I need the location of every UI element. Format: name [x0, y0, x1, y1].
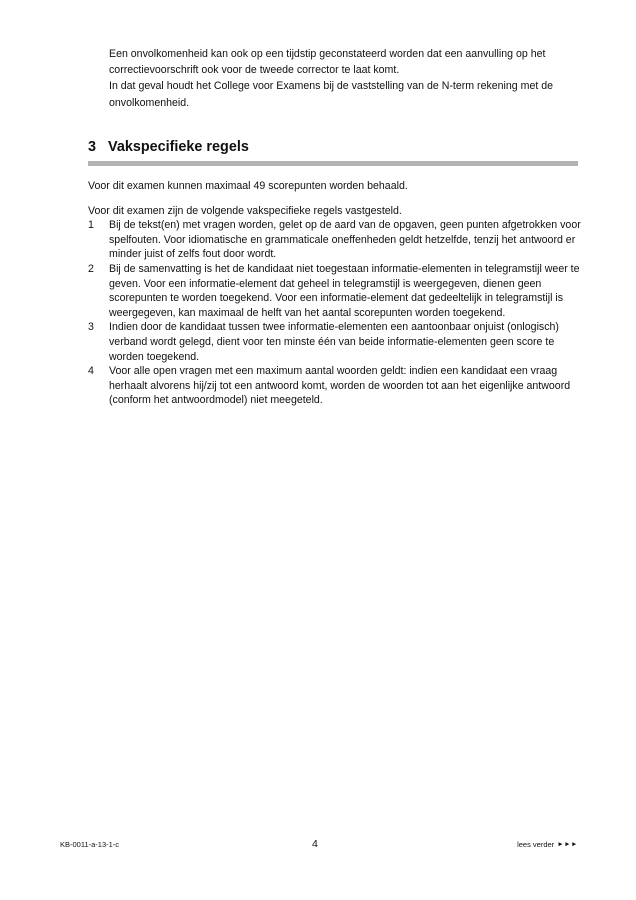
intro-paragraph-1: Een onvolkomenheid kan ook op een tijdstip geconstateerd worden dat een aanvulling op het correctievoorschrift ook voor de tweede corrector te laat komt. [109, 48, 546, 77]
rule-text: Bij de samenvatting is het de kandidaat niet toegestaan informatie-elementen in telegramstijl weer te geven. Voor een informatie-element dat geheel in telegramstijl is weergegeven, dienen geen scorepunten te worden toegekend. Voor een informatie-element dat gedeeltelijk in telegramstijl is weergegeven, kan maximaal de helft van het aantal scorepunten worden toegekend. [109, 262, 580, 319]
continue-label: lees verder [517, 840, 555, 849]
paragraph-spacer [88, 194, 583, 204]
intro-paragraph-2: In dat geval houdt het College voor Examens bij de vaststelling van de N-term rekening met de onvolkomenheid. [109, 80, 554, 109]
rules-intro-text: Voor dit examen zijn de volgende vakspecifieke regels vastgesteld. [88, 204, 402, 217]
rule-text: Voor alle open vragen met een maximum aantal woorden geldt: indien een kandidaat een vraag herhaalt alvorens hij/zij tot een antwoord komt, worden de woorden tot aan het eigenlijke antwoord (conform het antwoordmodel) niet meegeteld. [109, 365, 571, 407]
section-header [88, 136, 578, 166]
rule-item [88, 262, 583, 320]
continue-indicator [517, 838, 578, 852]
rule-number: 3 [88, 321, 94, 334]
page-number: 4 [312, 838, 318, 850]
section-title [88, 136, 578, 158]
rule-number: 2 [88, 262, 94, 275]
page-footer [60, 838, 578, 852]
section-title-text: Vakspecifieke regels [108, 139, 249, 155]
rule-item [88, 320, 583, 364]
rule-text: Bij de tekst(en) met vragen worden, gelet op de aard van de opgaven, geen punten afgetrokken voor spelfouten. Voor idiomatische en grammaticale oneffenheden geldt hetzelfde, tenzij het antwoord er minder juist of zelfs fout door wordt. [109, 219, 581, 261]
rule-item [88, 364, 583, 408]
max-points-text: Voor dit examen kunnen maximaal 49 scorepunten worden behaald. [88, 180, 408, 192]
rule-item [88, 218, 583, 262]
document-code: KB-0011-a-13-1-c [60, 840, 120, 849]
section-body [88, 179, 583, 408]
rule-text: Indien door de kandidaat tussen twee informatie-elementen een aantoonbaar onjuist (onlogisch) verband wordt gelegd, dient voor ten minste één van beide informatie-elementen geen score te worden toegekend. [109, 321, 559, 363]
section-divider [88, 161, 578, 166]
triple-arrow-icon: ►►► [557, 841, 578, 848]
intro-text [109, 46, 589, 111]
rule-number: 1 [88, 219, 94, 232]
rules-list [88, 218, 583, 408]
rule-number: 4 [88, 365, 94, 378]
section-number: 3 [88, 139, 97, 155]
